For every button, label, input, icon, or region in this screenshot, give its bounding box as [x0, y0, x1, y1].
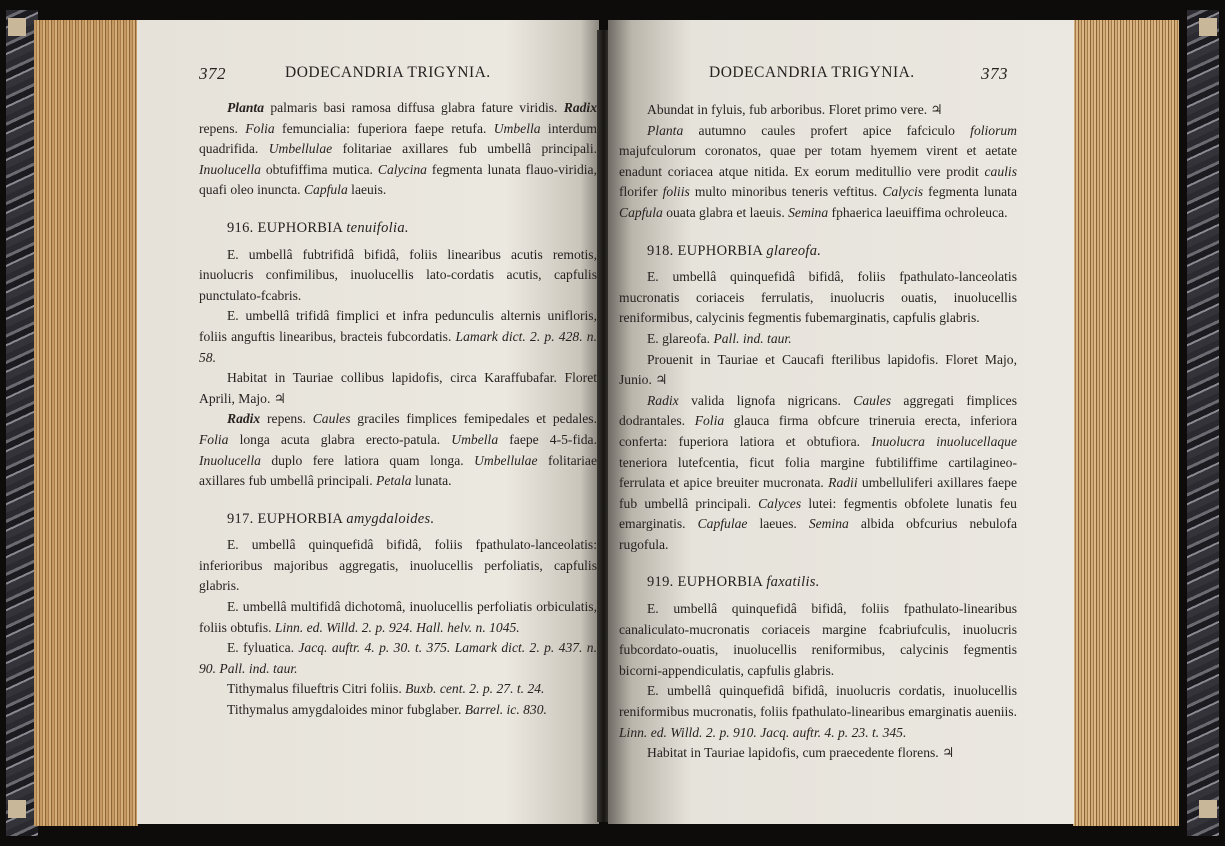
text-run: 917. EUPHORBIA — [227, 510, 347, 527]
text-run: Prouenit in Tauriae et Caucafi fterilibus lapidofis. Floret Majo, Junio. ♃ — [619, 351, 1017, 388]
text-run: Tithymalus amygdaloides minor fubglaber. — [227, 702, 465, 718]
right-page-body — [619, 100, 1017, 764]
text-run: E. umbellâ quinquefidâ bifidâ, foliis fpathulato-lanceolatis: inferioribus majoribus aggregatis, inuolucellis perfoliatis, capfulis glabris. — [199, 537, 597, 594]
paragraph — [199, 597, 597, 638]
text-run: albida obfcurius nebulofa rugofula. — [619, 516, 1018, 552]
text-run: Petala — [376, 473, 412, 489]
text-run: Barrel. ic. 830. — [464, 702, 547, 718]
paragraph — [199, 679, 597, 700]
text-run: caulis — [984, 163, 1017, 179]
text-run: Linn. ed. Willd. 2. p. 924. Hall. helv. n. 1045. — [274, 619, 520, 635]
right-page-number: 373 — [981, 64, 1008, 83]
text-run: femuncialia: fuperiora faepe retufa. — [274, 120, 494, 136]
text-run: Jacq. auftr. 4. p. 30. t. 375. Lamark dict. 2. p. 437. n. 90. Pall. ind. taur. — [199, 640, 597, 676]
text-run: duplo fere latiora quam longa. — [260, 452, 475, 468]
text-run: Inuolucra inuolucellaque — [871, 433, 1017, 449]
cover-corner-bottom-right — [1199, 800, 1217, 818]
paragraph — [619, 743, 1017, 764]
text-run: Inuolucella — [199, 161, 261, 177]
paragraph — [199, 98, 597, 201]
cover-corner-top-left — [8, 18, 26, 36]
text-run: 916. EUPHORBIA — [227, 219, 347, 236]
text-run: Pall. ind. taur. — [713, 330, 792, 346]
text-run: amygdaloides. — [346, 510, 435, 527]
paragraph — [619, 329, 1017, 350]
text-run: florifer — [619, 184, 663, 200]
text-run: Semina — [808, 516, 849, 532]
text-run: Calycis — [882, 184, 924, 200]
page-edges-right — [1073, 20, 1179, 826]
marbled-cover-right — [1187, 10, 1219, 836]
text-run: Buxb. cent. 2. p. 27. t. 24. — [405, 681, 545, 697]
text-run: Umbella — [493, 120, 541, 136]
text-run: lutei: fegmentis obfolete lunatis feu emarginatis. — [619, 495, 1017, 532]
text-run: palmaris basi ramosa diffusa glabra fature viridis. — [264, 100, 564, 115]
text-run: majufculorum coronatos, quae per totam hyemem virent et aetate enadunt coriacea atque nitida. Ex eorum meditullio vere prodit — [619, 143, 1017, 179]
paragraph — [619, 681, 1017, 743]
text-run: Semina — [788, 204, 829, 220]
text-run: laeuis. — [347, 182, 387, 198]
species-heading-918 — [647, 241, 1017, 262]
text-run: obtufiffima mutica. — [260, 161, 378, 177]
text-run: Planta — [647, 122, 684, 138]
text-run: Folia — [245, 120, 275, 136]
paragraph — [199, 409, 597, 491]
paragraph — [199, 368, 597, 409]
right-page — [608, 20, 1074, 824]
text-run: repens. — [260, 411, 313, 427]
text-run: E. glareofa. — [647, 330, 714, 346]
text-run: E. umbellâ quinquefidâ bifidâ, inuolucris cordatis, inuolucellis reniformibus mucronatis, foliis fpathulato-linearibus emarginatis aueniis. — [619, 683, 1017, 720]
text-run: teneriora lutefcentia, ficut folia margine fubtiliffime cartilagineo-ferrulata et apice breuiter mucronata. — [619, 454, 1017, 491]
text-run: laeues. — [747, 516, 809, 532]
text-run: umbelluliferi axillares faepe fub umbellâ principali. — [619, 475, 1018, 511]
text-run: glareofa. — [766, 242, 822, 259]
text-run: E. fyluatica. — [227, 640, 299, 656]
text-run: tenuifolia. — [346, 219, 409, 236]
text-run: ouata glabra et laeuis. — [662, 204, 789, 220]
text-run: Radii — [828, 475, 858, 491]
text-run: fegmenta lunata flauo-viridia, quafi oleo inuncta. — [199, 161, 597, 198]
text-run: graciles fimplices femipedales et pedales. — [350, 411, 597, 427]
text-run: Umbellulae — [474, 452, 538, 468]
text-run: faepe 4-5-fida. — [498, 431, 597, 447]
text-run: Lamark dict. 2. p. 428. n. 58. — [199, 328, 597, 365]
text-run: Radix — [227, 411, 261, 427]
paragraph — [619, 267, 1017, 329]
text-run: repens. — [199, 120, 246, 136]
text-run: lunata. — [411, 473, 452, 489]
text-run: Tithymalus filueftris Citri foliis. — [227, 681, 406, 697]
text-run: Capfulae — [697, 516, 748, 532]
paragraph — [619, 350, 1017, 391]
text-run: E. umbellâ trifidâ fimplici et infra pedunculis alternis unifloris, foliis anguftis linearibus, bracteis fubcordatis. — [199, 308, 597, 344]
page-edges-left — [34, 20, 138, 826]
text-run: foliis — [662, 184, 690, 200]
text-run: 919. EUPHORBIA — [647, 574, 767, 591]
text-run: Capfula — [303, 182, 348, 198]
text-run: faxatilis. — [766, 574, 820, 591]
text-run: Calycina — [377, 161, 427, 177]
paragraph — [619, 121, 1017, 224]
paragraph — [619, 599, 1017, 681]
text-run: Caules — [853, 392, 892, 408]
paragraph — [199, 306, 597, 368]
left-page-number: 372 — [199, 64, 226, 83]
text-run: Umbellulae — [268, 141, 333, 157]
text-run: interdum quadrifida. — [199, 120, 597, 157]
species-heading-919 — [647, 572, 1017, 593]
text-run: folitariae axillares fub umbellâ principali. — [332, 141, 597, 157]
text-run: E. umbellâ multifidâ dichotomâ, inuolucellis perfoliatis orbiculatis, foliis obtufis. — [199, 599, 597, 635]
text-run: Linn. ed. Willd. 2. p. 910. Jacq. auftr. 4. p. 23. t. 345. — [619, 724, 907, 740]
left-running-title: DODECANDRIA TRIGYNIA. — [285, 64, 491, 81]
text-run: Abundat in fyluis, fub arboribus. Floret primo vere. ♃ — [647, 102, 943, 117]
text-run: Folia — [694, 413, 725, 429]
text-run: Planta — [227, 100, 265, 115]
text-run: E. umbellâ quinquefidâ bifidâ, foliis fpathulato-linearibus canaliculato-mucronatis coriaceis margine fcabriufculis, inuolucris fubcordato-ouatis, inuolucellis reniformibus, calycinis fegmentis bicorni-appendiculatis, capfulis glabris. — [619, 601, 1017, 678]
text-run: longa acuta glabra erecto-patula. — [228, 431, 452, 447]
text-run: multo minoribus teneris veftitus. — [689, 184, 883, 200]
text-run: E. umbellâ fubtrifidâ bifidâ, foliis linearibus acutis remotis, inuolucris confimilibus, inuolucellis lato-cordatis acutis, capfulis punctulato-fcabris. — [199, 246, 597, 303]
text-run: Habitat in Tauriae collibus lapidofis, circa Karaffubafar. Floret Aprili, Majo. ♃ — [199, 370, 597, 406]
left-page-header — [199, 64, 597, 84]
species-heading-917 — [227, 509, 597, 530]
paragraph — [619, 391, 1017, 556]
text-run: aggregati fimplices dodrantales. — [619, 392, 1017, 429]
text-run: foliorum — [970, 122, 1017, 138]
text-run: folitariae axillares fub umbellâ principali. — [199, 452, 597, 489]
text-run: Inuolucella — [199, 452, 261, 468]
cover-corner-top-right — [1199, 18, 1217, 36]
text-run: Calyces — [758, 495, 802, 511]
text-run: E. umbellâ quinquefidâ bifidâ, foliis fpathulato-lanceolatis mucronatis coriaceis ferrulatis, inuolucris ouatis, inuolucellis reniformibus, calycinis fegmentis fubemarginatis, capfulis glabris. — [619, 269, 1017, 326]
text-run: Folia — [199, 431, 229, 447]
text-run: Radix — [563, 100, 597, 115]
left-page-body — [199, 98, 597, 721]
left-page — [137, 20, 599, 824]
text-run: glauca firma obfcure trineruia erecta, inferiora conferta: fuperiora latiora et obtufiora. — [619, 413, 1017, 449]
text-run: 918. EUPHORBIA — [647, 242, 767, 259]
right-running-title: DODECANDRIA TRIGYNIA. — [709, 64, 915, 81]
text-run: Radix — [647, 392, 679, 408]
species-heading-916 — [227, 218, 597, 239]
text-run: fegmenta lunata — [923, 184, 1017, 200]
paragraph — [619, 100, 1017, 121]
paragraph — [199, 638, 597, 679]
text-run: Umbella — [451, 431, 499, 447]
text-run: valida lignofa nigricans. — [678, 392, 854, 408]
text-run: autumno caules profert apice fafciculo — [683, 122, 971, 138]
paragraph — [199, 700, 597, 721]
text-run: Caules — [312, 411, 351, 427]
cover-corner-bottom-left — [8, 800, 26, 818]
text-run: Capfula — [619, 204, 663, 220]
text-run: Habitat in Tauriae lapidofis, cum praecedente florens. ♃ — [647, 745, 955, 761]
text-run: fphaerica laeuiffima ochroleuca. — [828, 204, 1008, 220]
paragraph — [199, 535, 597, 597]
paragraph — [199, 245, 597, 307]
